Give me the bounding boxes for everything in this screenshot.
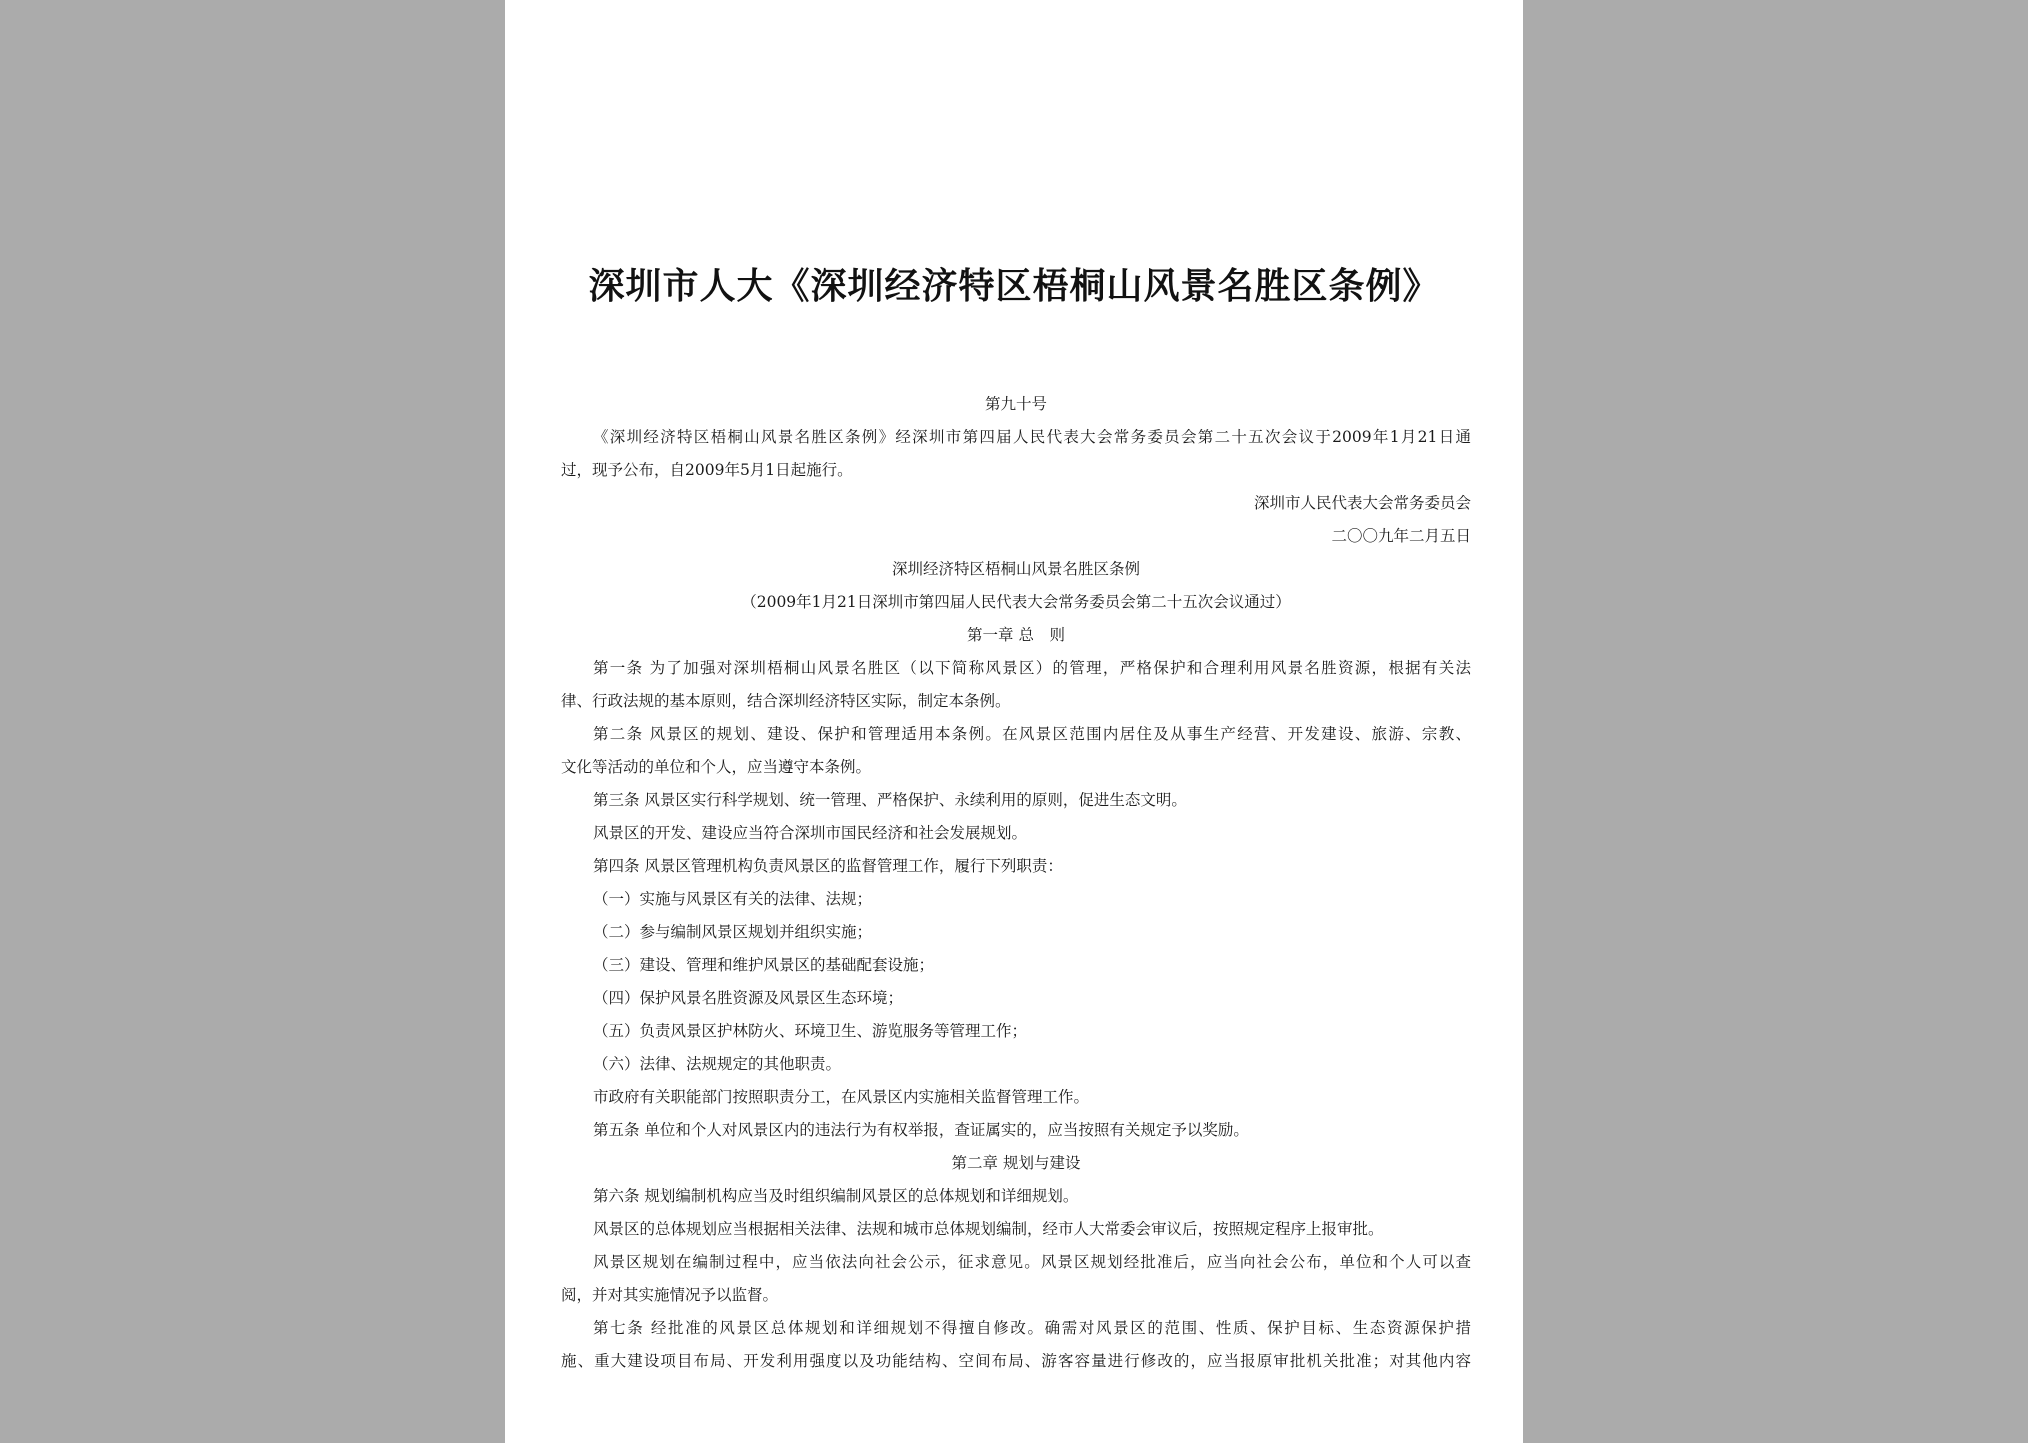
text-line: （2009年1月21日深圳市第四届人民代表大会常务委员会第二十五次会议通过） xyxy=(741,593,1291,611)
text-line: 风景区规划在编制过程中，应当依法向社会公示，征求意见。风景区规划经批准后，应当向社会公布，单位和个人可以查 xyxy=(593,1253,1471,1271)
text-line: 风景区的总体规划应当根据相关法律、法规和城市总体规划编制，经市人大常委会审议后，按照规定程序上报审批。 xyxy=(593,1220,1384,1238)
document-title: 深圳市人大《深圳经济特区梧桐山风景名胜区条例》 xyxy=(588,265,1440,307)
text-line: 第九十号 xyxy=(984,395,1047,413)
text-line: （四）保护风景名胜资源及风景区生态环境； xyxy=(593,989,904,1007)
text-line: （一）实施与风景区有关的法律、法规； xyxy=(593,890,873,908)
text-line: （五）负责风景区护林防火、环境卫生、游览服务等管理工作； xyxy=(593,1022,1028,1040)
text-line: 阅，并对其实施情况予以监督。 xyxy=(561,1286,779,1304)
text-line: 第五条 单位和个人对风景区内的违法行为有权举报，查证属实的，应当按照有关规定予以奖励。 xyxy=(593,1121,1249,1139)
text-line: （六）法律、法规规定的其他职责。 xyxy=(593,1055,842,1073)
text-line: 施、重大建设项目布局、开发利用强度以及功能结构、空间布局、游客容量进行修改的，应当报原审批机关批准；对其他内容 xyxy=(561,1352,1471,1370)
text-line: （三）建设、管理和维护风景区的基础配套设施； xyxy=(593,956,935,974)
text-line: 深圳经济特区梧桐山风景名胜区条例 xyxy=(891,560,1140,578)
document-body xyxy=(561,388,1471,1378)
text-line: 《深圳经济特区梧桐山风景名胜区条例》经深圳市第四届人民代表大会常务委员会第二十五次会议于2009年1月21日通 xyxy=(593,428,1471,446)
text-line: 第三条 风景区实行科学规划、统一管理、严格保护、永续利用的原则，促进生态文明。 xyxy=(593,791,1187,809)
text-line: 第二条 风景区的规划、建设、保护和管理适用本条例。在风景区范围内居住及从事生产经营、开发建设、旅游、宗教、 xyxy=(593,725,1471,743)
text-line: 第二章 规划与建设 xyxy=(951,1154,1081,1172)
text-line: （二）参与编制风景区规划并组织实施； xyxy=(593,923,873,941)
text-line: 第一章 总 则 xyxy=(967,626,1065,644)
text-line: 第四条 风景区管理机构负责风景区的监督管理工作，履行下列职责： xyxy=(593,857,1063,875)
text-line: 过，现予公布，自2009年5月1日起施行。 xyxy=(561,461,853,479)
text-line: 第六条 规划编制机构应当及时组织编制风景区的总体规划和详细规划。 xyxy=(593,1187,1079,1205)
text-line: 深圳市人民代表大会常务委员会 xyxy=(1253,494,1471,512)
text-line: 风景区的开发、建设应当符合深圳市国民经济和社会发展规划。 xyxy=(593,824,1028,842)
text-line: 文化等活动的单位和个人，应当遵守本条例。 xyxy=(561,758,872,776)
document-page xyxy=(505,0,1523,1443)
text-line: 第七条 经批准的风景区总体规划和详细规划不得擅自修改。确需对风景区的范围、性质、保护目标、生态资源保护措 xyxy=(593,1319,1471,1337)
text-line: 第一条 为了加强对深圳梧桐山风景名胜区（以下简称风景区）的管理，严格保护和合理利用风景名胜资源，根据有关法 xyxy=(593,659,1471,677)
text-line: 二〇〇九年二月五日 xyxy=(1331,527,1471,545)
text-line: 市政府有关职能部门按照职责分工，在风景区内实施相关监督管理工作。 xyxy=(593,1088,1090,1106)
text-line: 律、行政法规的基本原则，结合深圳经济特区实际，制定本条例。 xyxy=(561,692,1011,710)
